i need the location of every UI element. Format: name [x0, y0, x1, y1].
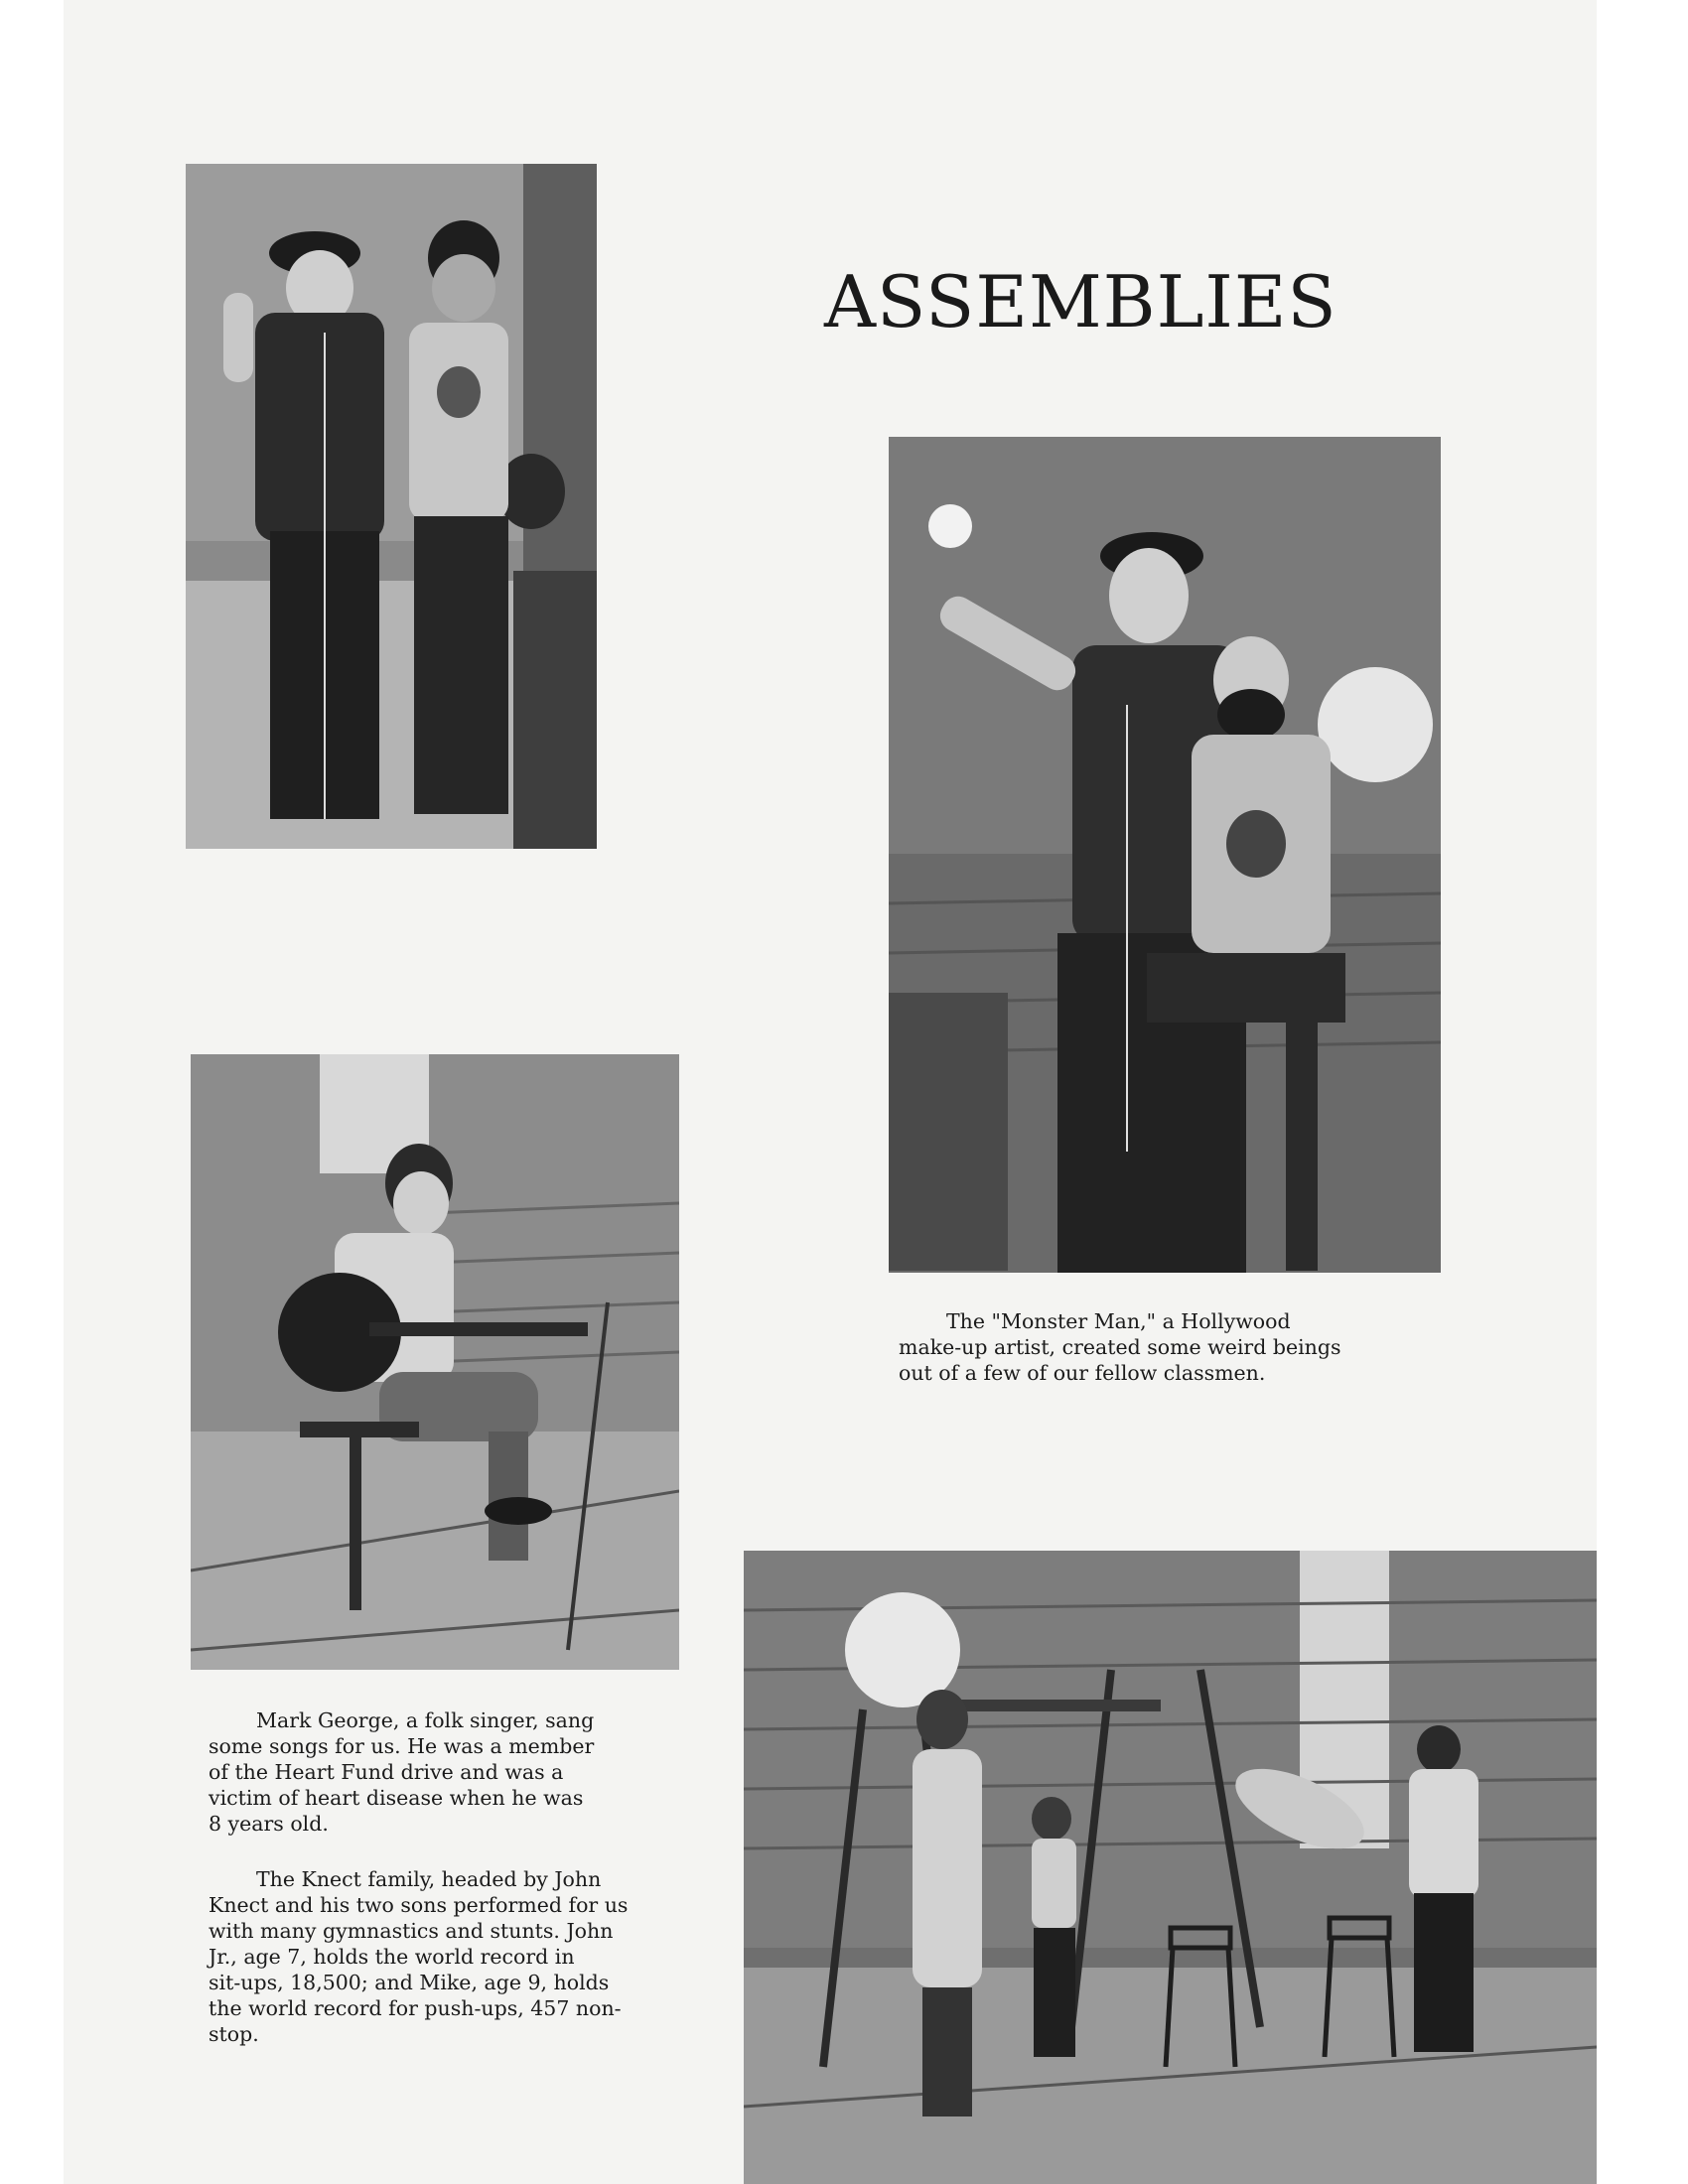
- caption-line: out of a few of our fellow classmen.: [899, 1361, 1266, 1385]
- page-title: ASSEMBLIES: [824, 260, 1337, 343]
- page-margin-right: [1597, 0, 1688, 2184]
- caption-line: The Knect family, headed by John: [256, 1867, 602, 1891]
- folk-singer-photo: [191, 1054, 679, 1670]
- folk-singer-caption: [209, 1707, 675, 1837]
- caption-line: Knect and his two sons performed for us: [209, 1893, 629, 1917]
- caption-line: the world record for push-ups, 457 non-: [209, 1996, 622, 2020]
- caption-line: of the Heart Fund drive and was a: [209, 1760, 564, 1784]
- caption-line: sit-ups, 18,500; and Mike, age 9, holds: [209, 1971, 610, 1994]
- monster-man-caption: [899, 1308, 1455, 1386]
- knect-family-gymnastics-photo: [744, 1551, 1597, 2184]
- caption-line: make-up artist, created some weird beings: [899, 1335, 1341, 1359]
- caption-line: 8 years old.: [209, 1812, 329, 1836]
- monster-man-frankenstein-photo: [186, 164, 597, 849]
- monster-man-bearded-student-photo: [889, 437, 1441, 1273]
- knect-family-caption: [209, 1866, 705, 2047]
- caption-line: with many gymnastics and stunts. John: [209, 1919, 614, 1943]
- caption-line: Jr., age 7, holds the world record in: [209, 1945, 575, 1969]
- caption-line: stop.: [209, 2022, 259, 2046]
- caption-line: Mark George, a folk singer, sang: [256, 1708, 595, 1732]
- caption-line: The "Monster Man," a Hollywood: [946, 1309, 1291, 1333]
- caption-line: some songs for us. He was a member: [209, 1734, 595, 1758]
- page-margin-left: [0, 0, 64, 2184]
- caption-line: victim of heart disease when he was: [209, 1786, 584, 1810]
